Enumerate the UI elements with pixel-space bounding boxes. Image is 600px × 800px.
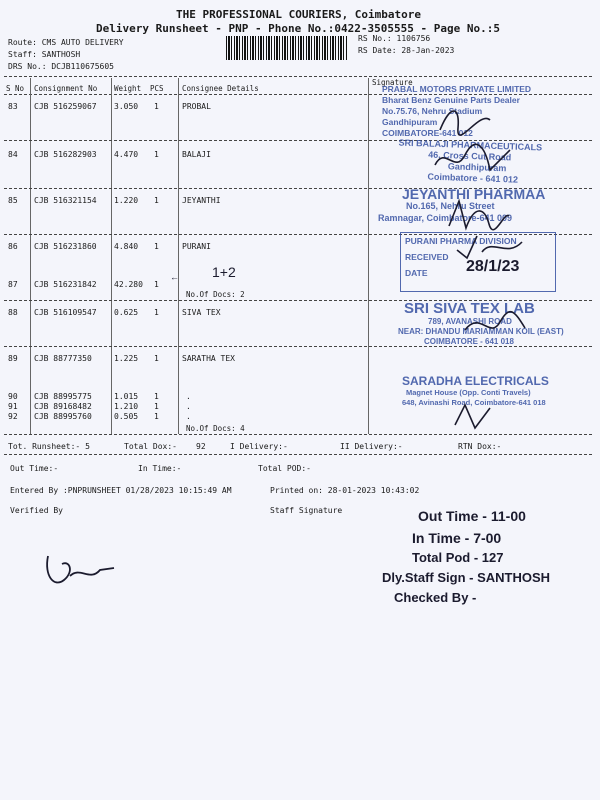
handwritten-in-time: In Time - 7-00 [412, 530, 502, 546]
row-consignment: CJB 89168482 [34, 402, 92, 411]
stamp-line: 46, Cross Cut Road [428, 149, 512, 163]
row-consignment: CJB 88995760 [34, 412, 92, 421]
row-consignee: . [186, 412, 191, 421]
staff-signature-label: Staff Signature [270, 506, 343, 515]
row-weight: 4.840 [114, 242, 139, 251]
col-signature: Signature [372, 78, 413, 87]
printed-on: Printed on: 28-01-2023 10:43:02 [270, 486, 420, 495]
stamp-line: No.75.76, Nehru Stadium [382, 106, 483, 116]
row-weight: 3.050 [114, 102, 139, 111]
stamp-line: COIMBATORE - 641 018 [424, 337, 514, 346]
divider [4, 454, 592, 455]
stamp-line: DATE [405, 268, 428, 278]
row-pcs: 1 [154, 150, 159, 159]
row-sno: 89 [8, 354, 18, 363]
row-note: No.Of Docs: 4 [186, 424, 245, 433]
runsheet-subtitle: Delivery Runsheet - PNP - Phone No.:0422-3505555 - Page No.:5 [96, 22, 500, 35]
row-consignee: SIVA TEX [182, 308, 221, 317]
row-sno: 88 [8, 308, 18, 317]
column-line [178, 78, 179, 434]
total-runsheet: Tot. Runsheet:- 5 [8, 442, 90, 451]
handwritten-total-pod: Total Pod - 127 [412, 550, 504, 565]
row-consignment: CJB 516231842 [34, 280, 97, 289]
barcode [226, 36, 348, 60]
row-consignment: CJB 516109547 [34, 308, 97, 317]
col-consignment: Consignment No [34, 84, 98, 93]
entered-by: Entered By :PNPRUNSHEET 01/28/2023 10:15:49 AM [10, 486, 232, 495]
stamp-line: SARADHA ELECTRICALS [402, 374, 549, 388]
rs-number: RS No.: 1106756 [358, 34, 431, 43]
stamp-line: PURANI PHARMA DIVISION [405, 236, 517, 246]
row-consignment: CJB 88995775 [34, 392, 92, 401]
row-sno: 87 [8, 280, 18, 289]
divider [4, 434, 592, 435]
signature-scribble [460, 310, 530, 340]
rs-date: RS Date: 28-Jan-2023 [358, 46, 455, 55]
row-weight: 1.220 [114, 196, 139, 205]
in-time: In Time:- [138, 464, 182, 473]
row-consignee: JEYANTHI [182, 196, 221, 205]
signature-scribble [450, 400, 500, 432]
stamp-line: Magnet House (Opp. Conti Travels) [406, 388, 531, 397]
row-consignment: CJB 516321154 [34, 196, 97, 205]
col-weight: Weight [114, 84, 142, 93]
row-weight: 0.625 [114, 308, 139, 317]
row-weight: 1.015 [114, 392, 139, 401]
row-sno: 92 [8, 412, 18, 421]
row-consignee: . [186, 402, 191, 411]
stamp-line: No.165, Nehru Street [406, 201, 495, 211]
row-weight: 42.280 [114, 280, 143, 289]
row-sno: 83 [8, 102, 18, 111]
row-pcs: 1 [154, 402, 159, 411]
row-weight: 0.505 [114, 412, 139, 421]
ii-delivery: II Delivery:- [340, 442, 403, 451]
row-consignment: CJB 516282903 [34, 150, 97, 159]
column-line [368, 78, 369, 434]
stamp-line: Bharat Benz Genuine Parts Dealer [382, 95, 520, 105]
signature-scribble [444, 196, 514, 236]
stamp-line: 789, AVANASHI ROAD [428, 317, 512, 326]
column-line [30, 78, 31, 434]
row-weight: 1.225 [114, 354, 139, 363]
row-pcs: 1 [154, 412, 159, 421]
row-pcs: 1 [154, 280, 159, 289]
stamp-line: Gandhipuram [447, 161, 507, 174]
staff: Staff: SANTHOSH [8, 50, 81, 59]
stamp-line: SRI SIVA TEX LAB [404, 300, 535, 317]
total-dox-label: Total Dox:- [124, 442, 177, 451]
handwritten-dly-staff: Dly.Staff Sign - SANTHOSH [382, 570, 551, 585]
row-consignee: SARATHA TEX [182, 354, 235, 363]
row-consignee: PROBAL [182, 102, 211, 111]
handwritten-note: 1+2 [212, 264, 236, 280]
row-consignment: CJB 516231860 [34, 242, 97, 251]
stamp-line: Gandhipuram [382, 117, 438, 127]
i-delivery: I Delivery:- [230, 442, 288, 451]
verified-by: Verified By [10, 506, 63, 515]
row-sno: 84 [8, 150, 18, 159]
divider [4, 76, 592, 77]
arrow-mark: ← [170, 272, 179, 282]
total-pod: Total POD:- [258, 464, 311, 473]
row-sno: 86 [8, 242, 18, 251]
signature-scribble [430, 100, 500, 140]
col-sno: S No [6, 84, 25, 93]
row-consignee: . [186, 392, 191, 401]
row-weight: 4.470 [114, 150, 139, 159]
stamp-line: RECEIVED [405, 252, 449, 262]
stamp-line: Coimbatore - 641 012 [427, 171, 519, 185]
col-consignee: Consignee Details [182, 84, 259, 93]
col-pcs: PCS [150, 84, 164, 93]
row-pcs: 1 [154, 242, 159, 251]
row-consignee: PURANI [182, 242, 211, 251]
stamp-line: Ramnagar, Coimbatore-641 009 [378, 213, 513, 223]
stamp-line: PRABAL MOTORS PRIVATE LIMITED [382, 84, 532, 94]
handwritten-out-time: Out Time - 11-00 [418, 508, 526, 524]
row-weight: 1.210 [114, 402, 139, 411]
stamp-line: 648, Avinashi Road, Coimbatore-641 018 [402, 398, 546, 407]
signature-scribble [430, 140, 520, 180]
row-pcs: 1 [154, 102, 159, 111]
row-note: No.Of Docs: 2 [186, 290, 245, 299]
row-pcs: 1 [154, 392, 159, 401]
row-consignment: CJB 88777350 [34, 354, 92, 363]
stamp-line: COIMBATORE-641 012 [382, 128, 473, 138]
row-pcs: 1 [154, 196, 159, 205]
row-consignee: BALAJI [182, 150, 211, 159]
drs-number: DRS No.: DCJB110675605 [8, 62, 114, 71]
total-dox-value: 92 [196, 442, 206, 451]
company-title: THE PROFESSIONAL COURIERS, Coimbatore [176, 8, 422, 21]
column-line [111, 78, 112, 434]
rtn-dox: RTN Dox:- [458, 442, 502, 451]
stamp-line: JEYANTHI PHARMAA [402, 186, 546, 202]
stamp-line: SRI BALAJI PHARMACEUTICALS [398, 137, 543, 153]
verified-signature [40, 546, 120, 592]
handwritten-checked-by: Checked By - [394, 590, 477, 605]
stamp-line: NEAR: DHANDU MARIAMMAN KOIL (EAST) [398, 327, 564, 336]
row-sno: 91 [8, 402, 18, 411]
route: Route: CMS AUTO DELIVERY [8, 38, 124, 47]
row-sno: 90 [8, 392, 18, 401]
row-consignment: CJB 516259067 [34, 102, 97, 111]
out-time: Out Time:- [10, 464, 59, 473]
row-pcs: 1 [154, 354, 159, 363]
row-pcs: 1 [154, 308, 159, 317]
row-sno: 85 [8, 196, 18, 205]
handwritten-date: 28/1/23 [466, 258, 520, 275]
